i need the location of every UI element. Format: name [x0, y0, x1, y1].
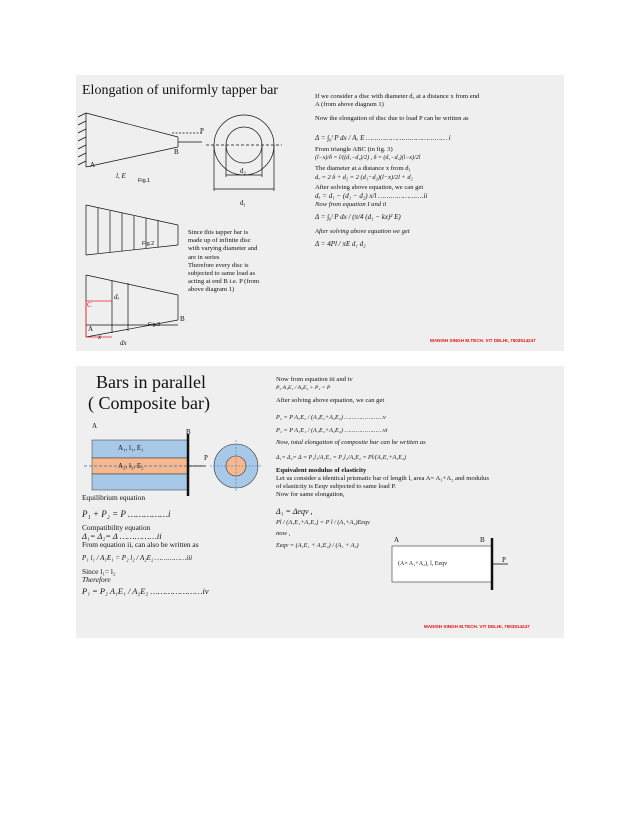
left-derivation	[82, 494, 272, 596]
text-line: If we consider a disc with diameter dₓ at a distance x from end	[315, 93, 480, 100]
center-line: Since this tapper bar is	[188, 229, 249, 236]
center-line: subjected to same load as	[188, 270, 256, 278]
equation-iv: P₁ = P₂ A₁E₁ / A₂E₂ …………………iv	[82, 587, 209, 597]
slide-title-2: ( Composite bar)	[88, 393, 210, 413]
label-d2: d₂	[240, 167, 246, 175]
text-line: Now from equation iii and iv	[276, 376, 353, 383]
label-P: P	[204, 454, 208, 462]
equation-i: Δ = ∫₀ˡ P dx / Aₓ E ………………………………… i	[315, 133, 451, 142]
equation-ii: dₓ = d₁ − (d₁ − d₂) x/l ………………….ii	[315, 192, 428, 201]
center-text	[188, 229, 298, 295]
equation-eqv: Δ₁ = Δeqv ,	[276, 507, 313, 517]
label-x: x	[98, 333, 102, 341]
text-line: now ,	[276, 530, 291, 538]
equation-integral: Δ = ∫₀ˡ P dx / (π/4 (d₁ − kx)² E)	[315, 213, 401, 222]
center-line: acting at end B i.e. P (from	[188, 278, 260, 286]
text-line: Since l₁= l₂	[82, 566, 116, 576]
label-top-bar: A₁, l₁, E₁	[118, 444, 144, 452]
label-A2: A	[88, 325, 94, 333]
equation-total: Δ₁= Δ₂= Δ = P₁l₁/A₁E₁ = P₂l₂/A₂E₂ = Pl/(A₁E₁+A₂E₂)	[276, 454, 407, 461]
text-line: A (from above diagram 1)	[315, 101, 384, 109]
label-fig2: Fig.2	[142, 241, 155, 247]
label-fig3: Fig.3	[148, 322, 161, 328]
credit-text: MANISH SINGH M.TECH. VIT DELHI, 7503514247	[424, 624, 530, 629]
text-line: Now, total elongation of composite bar can be written as	[276, 439, 426, 447]
center-line: with varying diameter and	[188, 245, 258, 253]
label-A-eqv: A	[394, 536, 400, 544]
label-B2: B	[180, 315, 185, 323]
label-bottom-bar: A₂, l₂, E₂	[118, 462, 144, 470]
text-line: Compatibility equation	[82, 523, 151, 533]
text-line: Equilibrium equation	[82, 493, 146, 502]
equation-a: P₂ A₁E₁ / A₂E₂ + P₂ = P	[276, 385, 331, 392]
slide-title: Elongation of uniformly tapper bar	[82, 83, 278, 98]
center-line: above diagram 1)	[188, 286, 235, 294]
right-derivation	[276, 376, 556, 550]
text-line: Therefore	[82, 574, 111, 584]
text-line: From triangle ABC (in fig. 3)	[315, 145, 393, 153]
text-line: After solving above equation, we can get	[276, 397, 385, 405]
text-line: Equivalent modulus of elasticity	[276, 466, 367, 474]
label-fig1: Fig.1	[138, 178, 151, 184]
text-line: Now for same elongation,	[276, 491, 345, 499]
text-line: of elasticity is Eeqv subjected to same load P.	[276, 483, 396, 491]
slide-tapered-bar	[76, 75, 564, 351]
equation-ii: Δ₁= Δ₂= Δ ……………ii	[82, 532, 162, 542]
equation-dx: dₓ = 2 δ + d₂ = 2 (d₁−d₂)(l−x)/2l + d₂	[315, 174, 413, 182]
equivalent-bar-text: (A= A₁+A₂), l, Eeqv	[398, 561, 448, 567]
label-P-eqv: P	[502, 556, 506, 564]
equation-i: P₁ + P₂ = P ……………i	[82, 509, 171, 520]
label-l-E: l, E	[116, 172, 126, 180]
label-C: C	[87, 301, 92, 309]
slide-composite-bar	[76, 366, 564, 638]
equation-v: P₂ = P A₂E₂ / (A₁E₁+A₂E₂) …………………v	[276, 414, 386, 422]
label-B-eqv: B	[480, 536, 485, 544]
equation-triangle: (l−x)/δ = l/((d₁−d₂)/2) , δ = (d₁−d₂)(l−x)/2l	[315, 154, 421, 161]
equation-iii: P₁ l₁ / A₁E₁ = P₂ l₂ / A₂E₂ ……………iii	[82, 553, 193, 562]
text-line: After solving above equation we get	[315, 228, 410, 236]
equation-E: Eeqv = (A₁E₁ + A₂E₂) / (A₁ + A₂)	[276, 541, 359, 549]
label-dx-width: dx	[120, 339, 127, 347]
credit-text: MANISH SINGH M.TECH. VIT DELHI, 7503514247	[430, 338, 536, 343]
label-A: A	[92, 422, 98, 430]
center-line: made up of infinite disc	[188, 237, 251, 245]
label-B: B	[174, 148, 179, 156]
text-line: The diameter at a distance x from d₁	[315, 164, 411, 172]
label-dx: dₓ	[114, 293, 120, 301]
center-line: Therefore every disc is	[188, 261, 249, 269]
text-line: After solving above equation, we can get	[315, 184, 424, 192]
text-line: From equation ii, can also be written as	[82, 540, 199, 550]
label-d1: d₁	[240, 199, 246, 207]
text-line: Let us consider a identical prismatic bar of length l, area A= A₁+A₂ and modulus	[276, 474, 489, 482]
label-P: P	[200, 127, 204, 135]
text-line: Now the elongation of disc due to load P can be written as	[315, 115, 469, 123]
text-line: Now from equation I and ii	[315, 201, 387, 209]
slide-title-1: Bars in parallel	[96, 372, 206, 392]
equation-final: Δ = 4Pl / πE d₁ d₂	[315, 239, 366, 248]
label-A: A	[90, 161, 96, 169]
center-line: are in series	[188, 253, 220, 261]
equation-vi: P₁ = P A₁E₁ / (A₁E₁+A₂E₂) …………………vi	[276, 427, 388, 435]
equation-eqv2: Pl / (A₁E₁+A₂E₂) = P l / (A₁+A₂)Eeqv	[276, 519, 370, 527]
derivation-column	[315, 93, 560, 249]
label-B: B	[186, 428, 191, 436]
